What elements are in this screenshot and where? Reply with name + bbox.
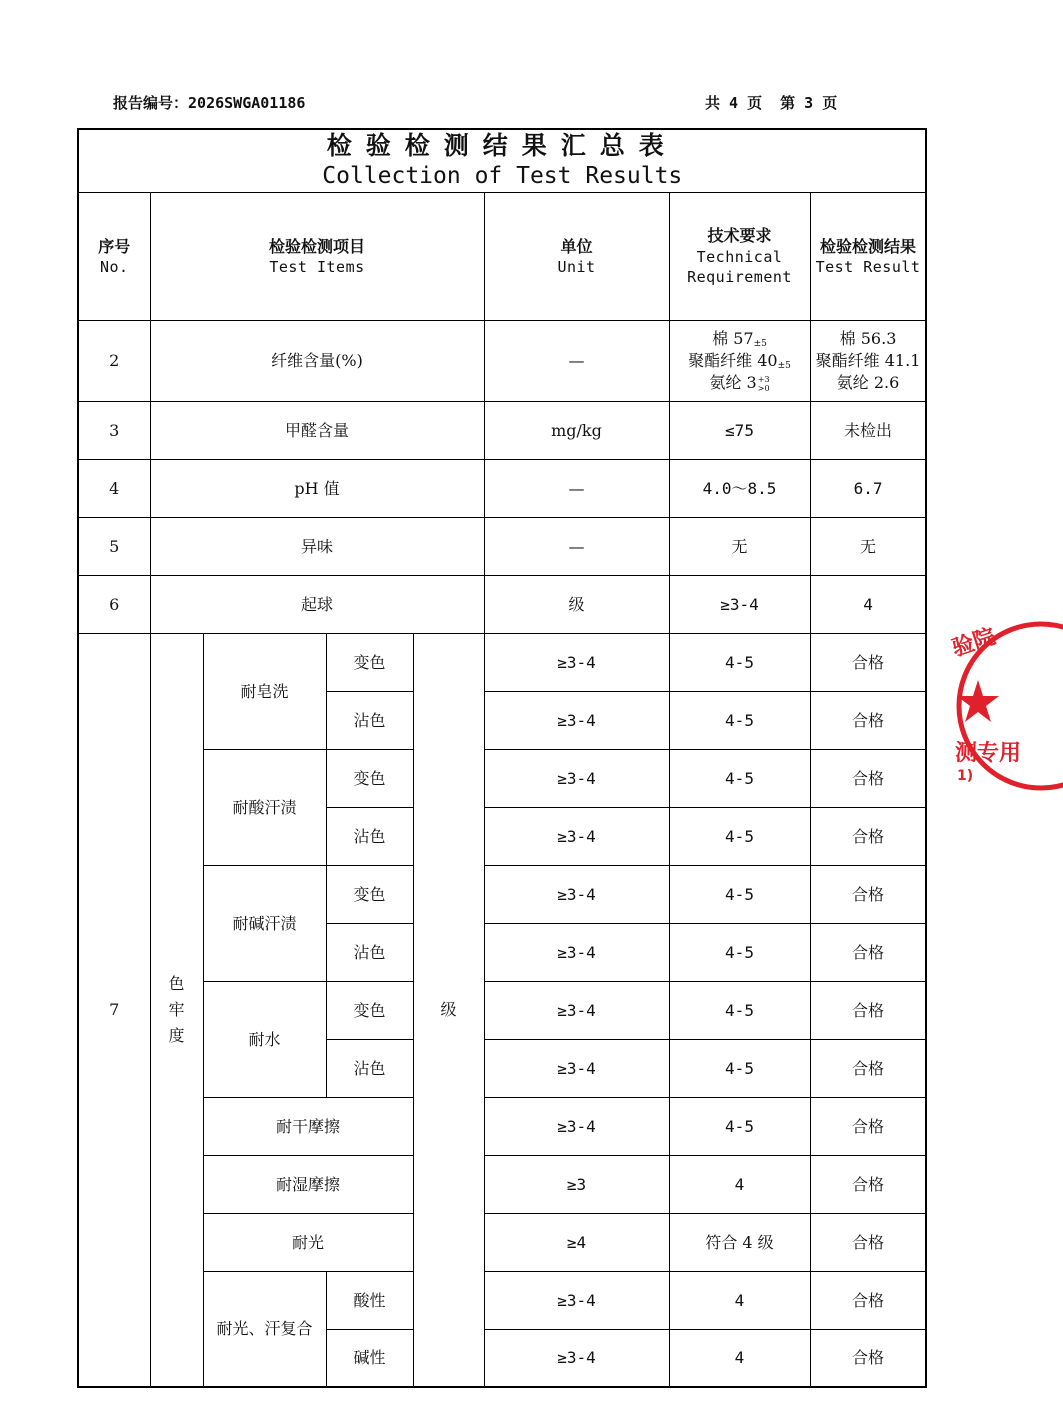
table-title-en: Collection of Test Results xyxy=(322,163,683,189)
row-judge: 合格 xyxy=(810,1213,926,1271)
row-requirement: 无 xyxy=(669,517,810,575)
row-result: 无 xyxy=(810,517,926,575)
row-requirement: ≥3-4 xyxy=(484,1329,669,1387)
subitem-name: 耐光、汗复合 xyxy=(203,1271,326,1387)
table-row xyxy=(78,517,926,575)
col-header-no xyxy=(78,193,150,321)
table-row xyxy=(78,1271,926,1329)
row-no: 7 xyxy=(78,633,150,1387)
table-title-zh: 检验检测结果汇总表 xyxy=(326,131,678,160)
row-item: 异味 xyxy=(150,517,484,575)
row-result: 4-5 xyxy=(669,691,810,749)
table-row xyxy=(78,633,926,691)
row-requirement: ≥3-4 xyxy=(484,749,669,807)
subitem-name: 耐酸汗渍 xyxy=(203,749,326,865)
subitem-aspect: 酸性 xyxy=(326,1271,413,1329)
subitem-aspect: 沾色 xyxy=(326,923,413,981)
row-judge: 合格 xyxy=(810,1155,926,1213)
subitem-name: 耐湿摩擦 xyxy=(203,1155,413,1213)
req-polyester-text: 聚酯纤维 40 xyxy=(688,351,778,371)
row-judge: 合格 xyxy=(810,633,926,691)
row-judge: 合格 xyxy=(810,1329,926,1387)
subitem-aspect: 变色 xyxy=(326,865,413,923)
row-category xyxy=(150,633,203,1387)
row-requirement: ≥3 xyxy=(484,1155,669,1213)
row-requirement: ≥3-4 xyxy=(484,865,669,923)
row-item: 纤维含量(%) xyxy=(150,320,484,401)
col-header-item xyxy=(150,193,484,321)
col-header-req-zh: 技术要求 xyxy=(707,226,772,246)
row-result xyxy=(810,320,926,401)
col-header-result-zh: 检验检测结果 xyxy=(820,236,917,256)
seal-text-bottom: 测专用 xyxy=(955,741,1022,766)
row-no: 6 xyxy=(78,575,150,633)
row-no: 3 xyxy=(78,401,150,459)
req-polyester-tolerance: ±5 xyxy=(777,361,791,372)
col-header-unit-zh: 单位 xyxy=(560,236,593,256)
row-unit: 级 xyxy=(484,575,669,633)
table-title xyxy=(78,129,926,193)
subitem-aspect: 沾色 xyxy=(326,807,413,865)
req-spandex xyxy=(670,372,810,394)
row-requirement: ≥3-4 xyxy=(484,1271,669,1329)
table-row xyxy=(78,1213,926,1271)
row-judge: 合格 xyxy=(810,807,926,865)
row-result: 4-5 xyxy=(669,633,810,691)
row-item: 起球 xyxy=(150,575,484,633)
row-result: 4 xyxy=(669,1329,810,1387)
row-unit: — xyxy=(484,459,669,517)
page-indicator xyxy=(705,92,837,113)
row-result: 4-5 xyxy=(669,923,810,981)
col-header-req-en2: Requirement xyxy=(687,268,792,287)
row-requirement: ≥4 xyxy=(484,1213,669,1271)
req-spandex-tolerance xyxy=(758,375,770,393)
subitem-aspect: 变色 xyxy=(326,749,413,807)
subitem-aspect: 沾色 xyxy=(326,1039,413,1097)
row-requirement: ≥3-4 xyxy=(484,633,669,691)
seal-text-tail: 1) xyxy=(957,768,974,784)
row-result: 4-5 xyxy=(669,981,810,1039)
row-judge: 合格 xyxy=(810,1271,926,1329)
row-unit: 级 xyxy=(413,633,484,1387)
row-result: 4 xyxy=(810,575,926,633)
req-cotton-text: 棉 57 xyxy=(712,328,754,348)
row-requirement: ≥3-4 xyxy=(484,807,669,865)
row-requirement xyxy=(669,320,810,401)
row-item: 甲醛含量 xyxy=(150,401,484,459)
col-header-req-en1: Technical xyxy=(696,247,783,266)
report-number-value: 2026SWGA01186 xyxy=(188,94,306,112)
table-row xyxy=(78,1155,926,1213)
row-no: 4 xyxy=(78,459,150,517)
seal-text-top: 验院 xyxy=(949,624,999,662)
column-header-row xyxy=(78,193,926,321)
row-requirement: ≥3-4 xyxy=(484,1039,669,1097)
req-cotton xyxy=(670,328,810,350)
subitem-aspect: 碱性 xyxy=(326,1329,413,1387)
subitem-aspect: 变色 xyxy=(326,981,413,1039)
row-result: 4-5 xyxy=(669,1039,810,1097)
row-requirement: ≥3-4 xyxy=(484,1097,669,1155)
row-requirement: ≥3-4 xyxy=(484,923,669,981)
row-unit: mg/kg xyxy=(484,401,669,459)
row-result: 4-5 xyxy=(669,1097,810,1155)
row-judge: 合格 xyxy=(810,691,926,749)
category-char: 色 xyxy=(168,974,185,994)
title-row xyxy=(78,129,926,193)
result-cotton: 棉 56.3 xyxy=(839,329,897,349)
table-row xyxy=(78,865,926,923)
row-result: 6.7 xyxy=(810,459,926,517)
col-header-result xyxy=(810,193,926,321)
row-no: 2 xyxy=(78,320,150,401)
table-row xyxy=(78,575,926,633)
col-header-item-zh: 检验检测项目 xyxy=(268,236,365,256)
col-header-unit-en: Unit xyxy=(557,258,596,277)
row-judge: 合格 xyxy=(810,923,926,981)
row-judge: 合格 xyxy=(810,1039,926,1097)
result-polyester: 聚酯纤维 41.1 xyxy=(815,351,921,371)
row-judge: 合格 xyxy=(810,1097,926,1155)
col-header-no-en: No. xyxy=(99,258,129,277)
row-result: 4 xyxy=(669,1155,810,1213)
row-unit: — xyxy=(484,517,669,575)
table-row xyxy=(78,1097,926,1155)
table-row xyxy=(78,981,926,1039)
row-result: 4-5 xyxy=(669,749,810,807)
row-requirement: ≥3-4 xyxy=(484,981,669,1039)
req-spandex-upper: +3 xyxy=(757,374,770,384)
table-row xyxy=(78,320,926,401)
inspection-seal-icon xyxy=(949,618,1063,794)
subitem-aspect: 变色 xyxy=(326,633,413,691)
col-header-requirement xyxy=(669,193,810,321)
row-requirement: ≥3-4 xyxy=(669,575,810,633)
table-row xyxy=(78,749,926,807)
row-result: 未检出 xyxy=(810,401,926,459)
report-number xyxy=(113,92,305,113)
subitem-name: 耐碱汗渍 xyxy=(203,865,326,981)
category-char: 牢 xyxy=(168,1000,185,1020)
subitem-name: 耐干摩擦 xyxy=(203,1097,413,1155)
col-header-unit xyxy=(484,193,669,321)
row-result: 4-5 xyxy=(669,865,810,923)
row-result: 符合 4 级 xyxy=(669,1213,810,1271)
col-header-result-en: Test Result xyxy=(815,258,921,277)
subitem-name: 耐皂洗 xyxy=(203,633,326,749)
row-judge: 合格 xyxy=(810,865,926,923)
col-header-item-en: Test Items xyxy=(269,258,365,277)
table-row xyxy=(78,401,926,459)
row-item: pH 值 xyxy=(150,459,484,517)
category-char: 度 xyxy=(168,1026,185,1046)
page-indicator-text: 共 4 页 第 3 页 xyxy=(705,94,838,112)
results-table xyxy=(77,128,927,1388)
row-unit: — xyxy=(484,320,669,401)
col-header-no-zh: 序号 xyxy=(98,236,131,256)
subitem-name: 耐水 xyxy=(203,981,326,1097)
row-requirement: ≤75 xyxy=(669,401,810,459)
subitem-aspect: 沾色 xyxy=(326,691,413,749)
row-judge: 合格 xyxy=(810,749,926,807)
report-number-label: 报告编号： xyxy=(113,94,189,112)
row-requirement: ≥3-4 xyxy=(484,691,669,749)
req-spandex-text: 氨纶 3 xyxy=(709,373,757,393)
req-cotton-tolerance: ±5 xyxy=(753,338,767,349)
req-spandex-lower: >0 xyxy=(757,383,770,393)
row-result: 4-5 xyxy=(669,807,810,865)
table-row xyxy=(78,459,926,517)
row-no: 5 xyxy=(78,517,150,575)
subitem-name: 耐光 xyxy=(203,1213,413,1271)
row-result: 4 xyxy=(669,1271,810,1329)
row-judge: 合格 xyxy=(810,981,926,1039)
result-spandex: 氨纶 2.6 xyxy=(836,372,900,392)
req-polyester xyxy=(670,350,810,372)
row-requirement: 4.0～8.5 xyxy=(669,459,810,517)
